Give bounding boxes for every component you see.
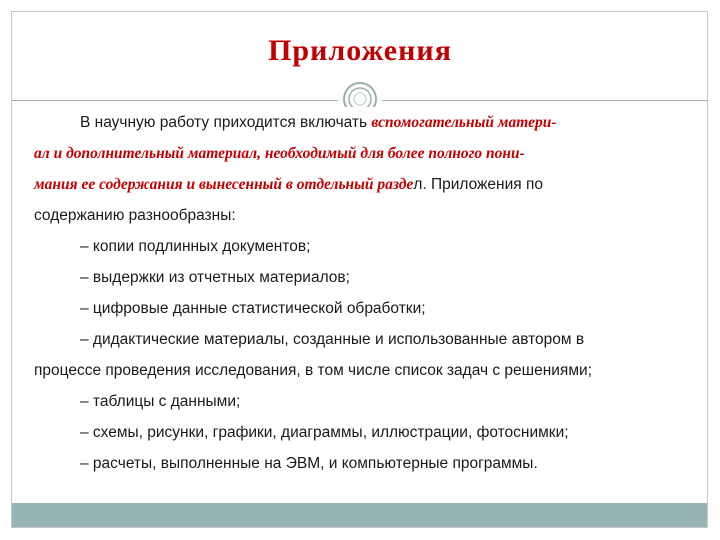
line3-plain: л. Приложения по: [413, 176, 543, 193]
line3-emphasis: мания ее содержания и вынесенный в отдельный разде: [34, 176, 414, 193]
paragraph-line-4: содержанию разнообразны:: [34, 207, 236, 224]
list-item-continuation: процессе проведения исследования, в том числе список задач с решениями;: [34, 362, 592, 379]
line2-emphasis: ал и дополнительный материал, необходимый для более полного пони-: [34, 145, 525, 162]
list-item: – выдержки из отчетных материалов;: [80, 269, 350, 286]
paragraph-line-3: [34, 175, 627, 195]
line1-plain: В научную работу приходится включать: [80, 114, 372, 131]
line1-emphasis: вспомогательный матери-: [371, 114, 557, 131]
footer-band: [12, 503, 707, 527]
list-item: – схемы, рисунки, графики, диаграммы, иллюстрации, фотоснимки;: [80, 424, 569, 441]
paragraph-line-1: [34, 113, 627, 133]
list-item: – расчеты, выполненные на ЭВМ, и компьютерные программы.: [80, 455, 538, 472]
list-item: – копии подлинных документов;: [80, 238, 311, 255]
content-text-block: [34, 107, 627, 482]
title-divider-right: [382, 100, 707, 101]
list-item: – таблицы с данными;: [80, 393, 241, 410]
paragraph-line-2: [34, 144, 627, 164]
list-item: – дидактические материалы, созданные и использованные автором в: [80, 331, 585, 348]
slide-title: Приложения: [268, 34, 452, 67]
title-divider-left: [12, 100, 338, 101]
list-item: – цифровые данные статистической обработки;: [80, 300, 426, 317]
